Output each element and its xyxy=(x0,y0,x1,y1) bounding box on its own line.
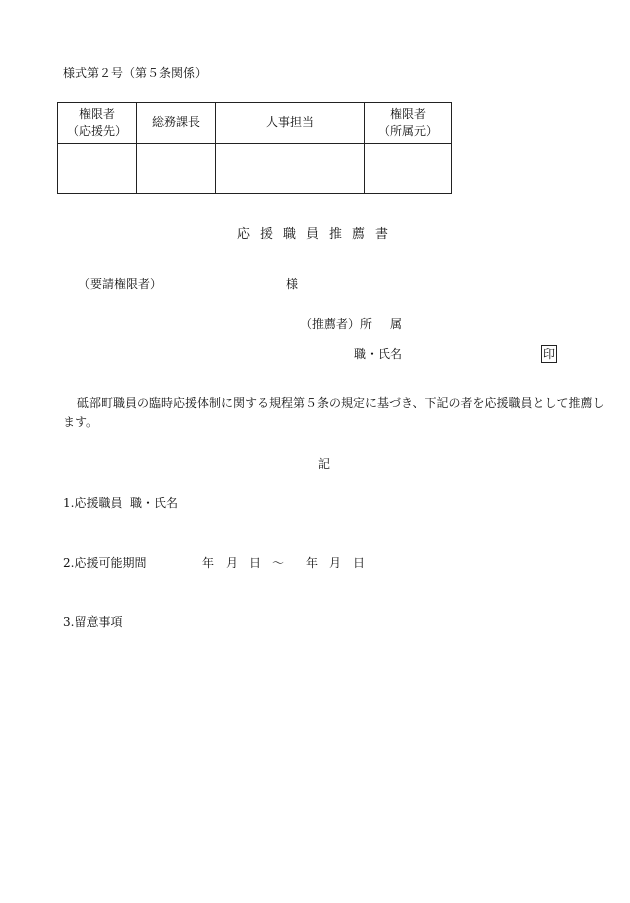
approval-header-cell xyxy=(137,103,216,144)
item-1-label: 1.応援職員 xyxy=(63,496,123,510)
approval-header-cell xyxy=(365,103,452,144)
name-line-label: 職・氏名 xyxy=(354,347,403,361)
form-label: 様式第２号（第５条関係） xyxy=(63,66,208,80)
period-start-day: 日 xyxy=(249,556,262,570)
approval-stamp-row xyxy=(58,144,452,194)
approval-header-cell xyxy=(58,103,137,144)
period-end-month: 月 xyxy=(329,556,342,570)
period-end-day: 日 xyxy=(353,556,366,570)
item-2-label: 2.応援可能期間 xyxy=(63,556,147,570)
period-tilde: ～ xyxy=(272,556,285,570)
approval-header-cell xyxy=(216,103,365,144)
period-end-year: 年 xyxy=(306,556,319,570)
stamp-box[interactable] xyxy=(216,144,365,194)
addressee-honorific: 様 xyxy=(286,277,299,291)
period-start-year: 年 xyxy=(202,556,215,570)
item-1-value: 職・氏名 xyxy=(130,496,179,510)
item-3-label: 3.留意事項 xyxy=(63,615,123,629)
body-line-2: ます。 xyxy=(63,415,99,429)
approval-header-line: 権限者 xyxy=(389,106,426,121)
ki-heading: 記 xyxy=(318,457,331,471)
recommender-label: （推薦者）所 xyxy=(300,317,373,331)
approval-header-sub: （所属元） xyxy=(377,124,438,138)
stamp-box[interactable] xyxy=(58,144,137,194)
addressee-label: （要請権限者） xyxy=(78,277,163,291)
body-line-1: 砥部町職員の臨時応援体制に関する規程第５条の規定に基づき、下記の者を応援職員として推薦し xyxy=(77,396,605,410)
document-title: 応援職員推薦書 xyxy=(237,227,399,242)
approval-table xyxy=(57,102,452,194)
approval-header-line: 総務課長 xyxy=(151,115,200,130)
stamp-box[interactable] xyxy=(365,144,452,194)
approval-header-line: 権限者 xyxy=(78,106,115,121)
recommender-label-tail: 属 xyxy=(390,317,403,331)
approval-header-sub: （応援先） xyxy=(66,124,127,138)
period-start-month: 月 xyxy=(226,556,239,570)
approval-header-row xyxy=(58,103,452,144)
seal-mark: 印 xyxy=(541,345,557,363)
approval-header-line: 人事担当 xyxy=(265,115,314,130)
stamp-box[interactable] xyxy=(137,144,216,194)
